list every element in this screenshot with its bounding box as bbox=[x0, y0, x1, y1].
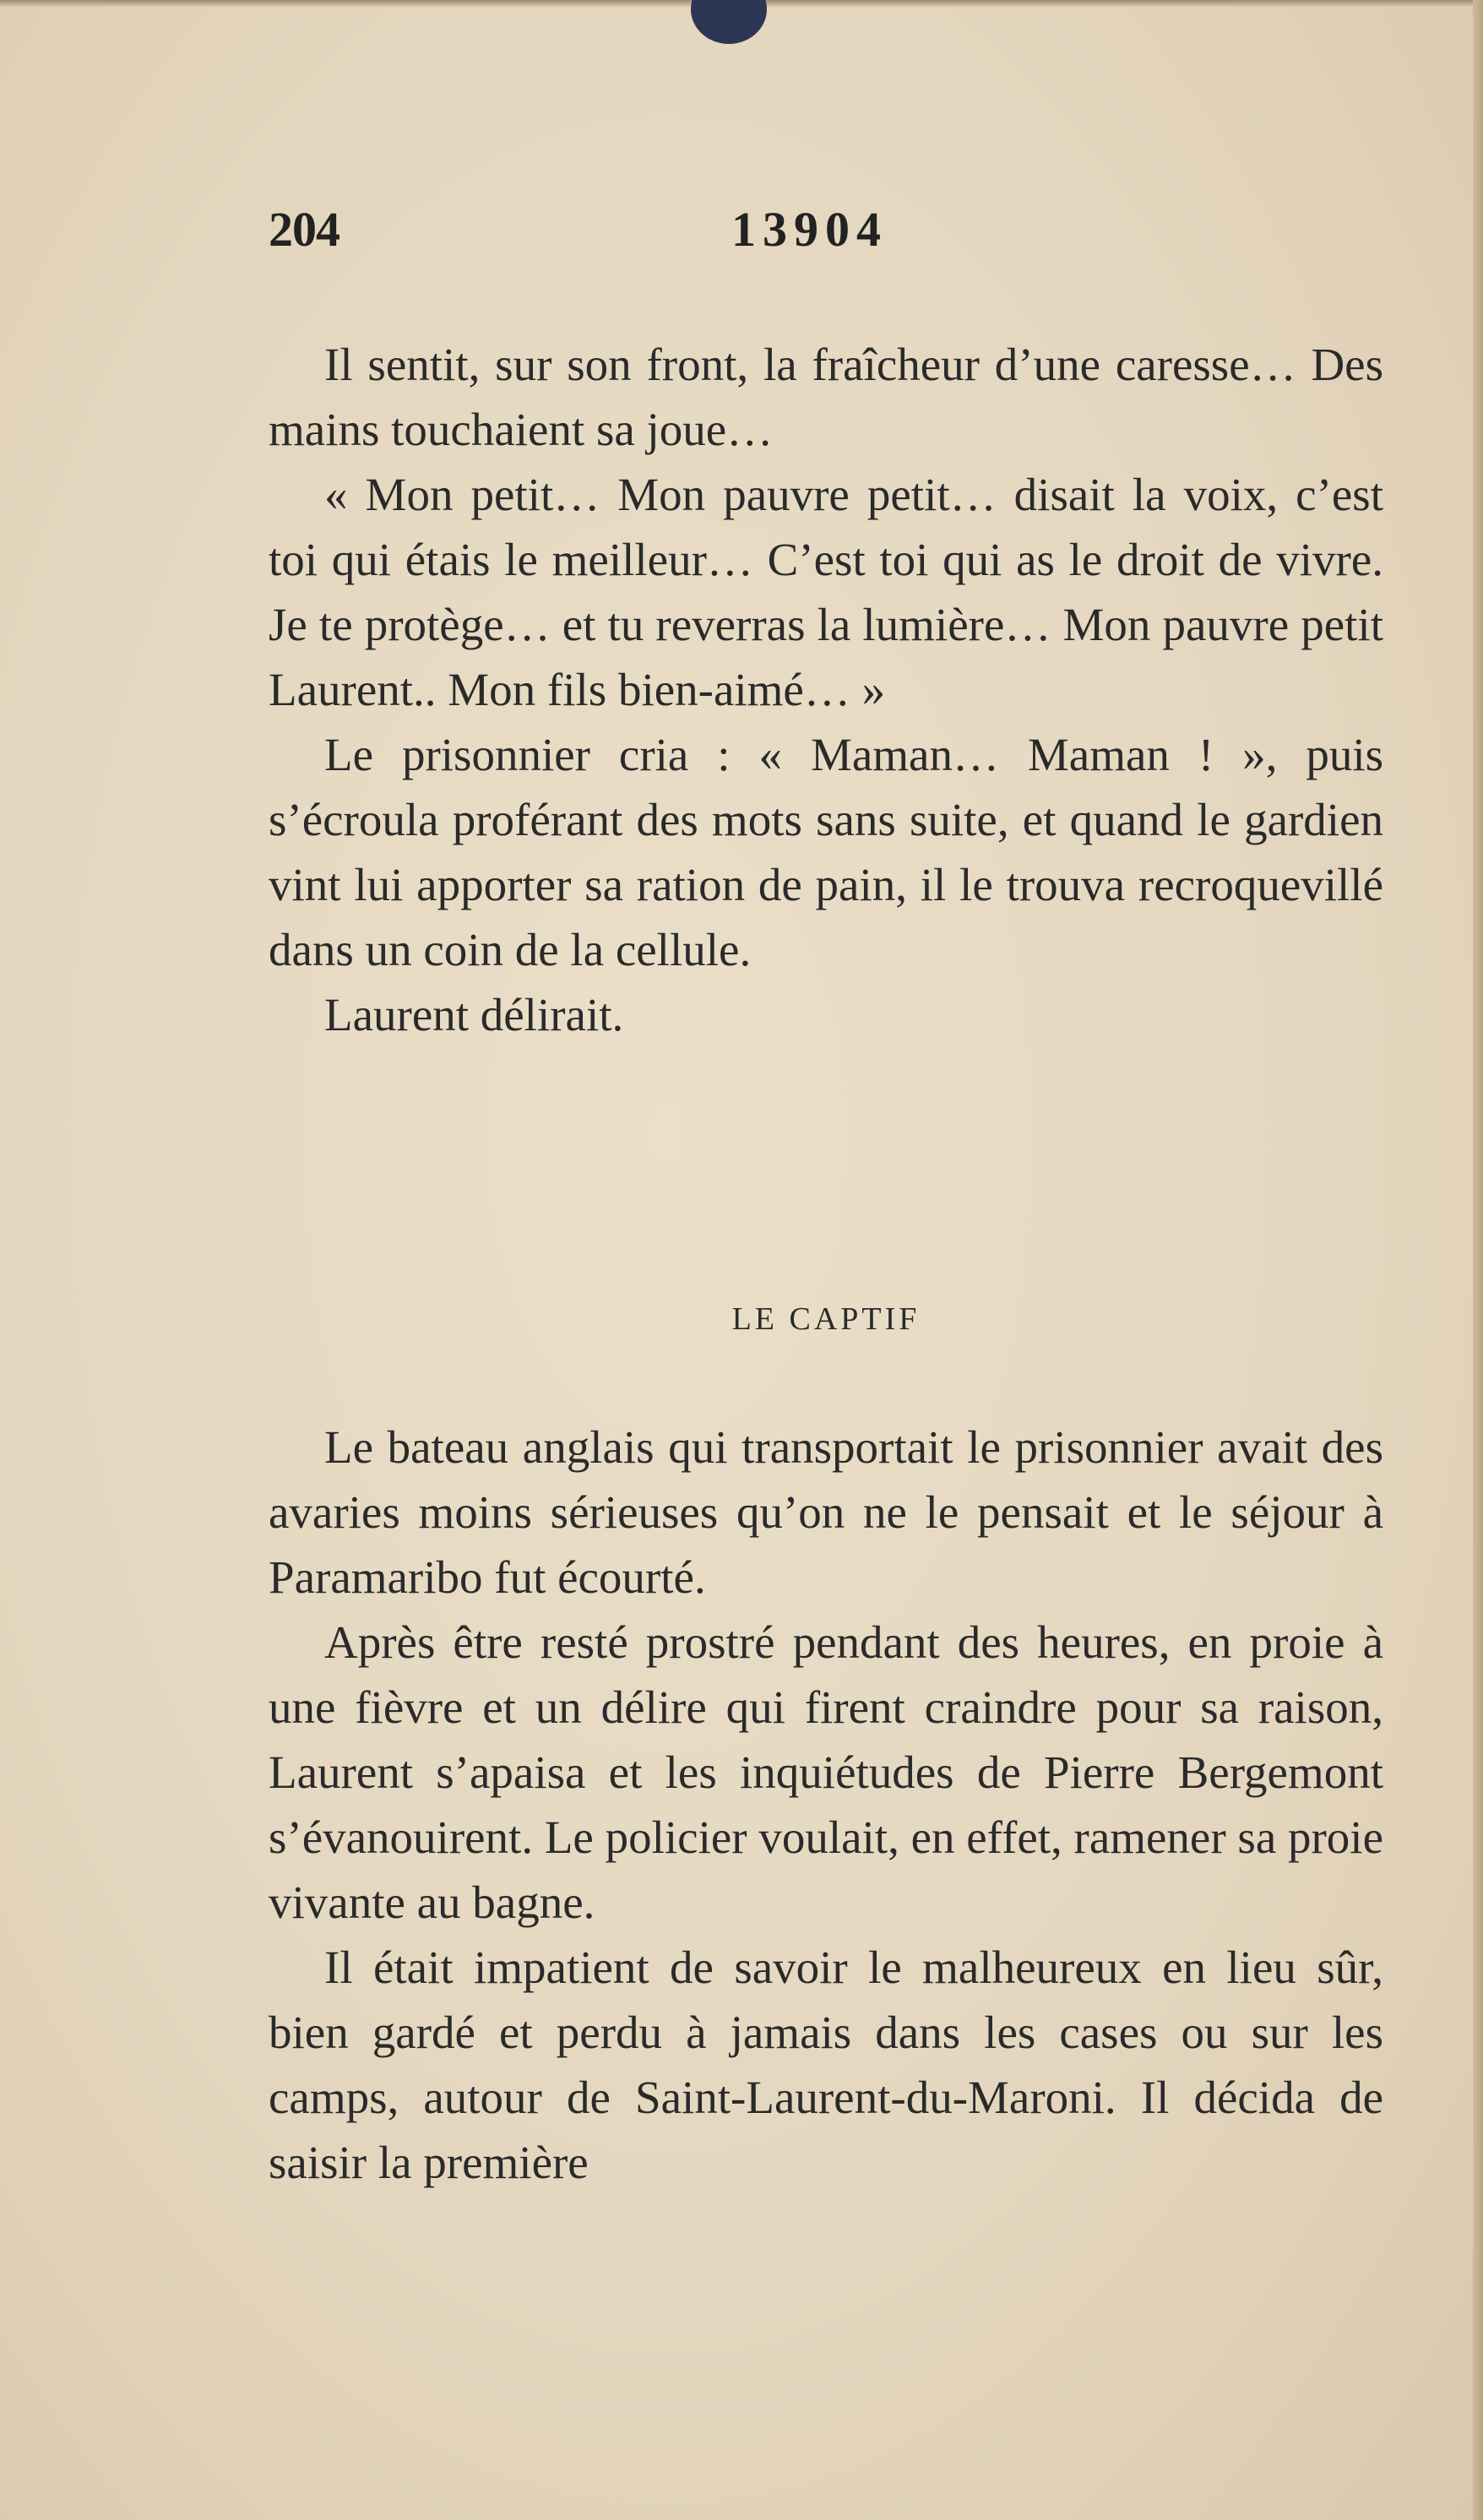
page-number: 204 bbox=[269, 202, 340, 257]
text-block-1 bbox=[269, 332, 1383, 1047]
running-title: 13904 bbox=[731, 202, 888, 257]
paragraph: Après être resté prostré pendant des heures, en proie à une fièvre et un délire qui firent craindre pour sa raison, Laurent s’apaisa et les inquiétudes de Pierre Bergemont s’évanouirent. Le policier voulait, en effet, ramener sa proie vivante au bagne. bbox=[269, 1616, 1383, 1928]
page-header bbox=[269, 201, 1383, 269]
page-right-edge bbox=[1473, 0, 1483, 2520]
paragraph: Il sentit, sur son front, la fraîcheur d’une caresse… Des mains touchaient sa joue… bbox=[269, 339, 1383, 455]
paragraph: Le bateau anglais qui transportait le prisonnier avait des avaries moins sérieuses qu’on ne le pensait et le séjour à Paramaribo fut écourté. bbox=[269, 1421, 1383, 1603]
text-block-2 bbox=[269, 1415, 1383, 2195]
section-title: LE CAPTIF bbox=[731, 1301, 921, 1337]
paragraph: Le prisonnier cria : « Maman… Maman ! », puis s’écroula proférant des mots sans suite, et quand le gardien vint lui apporter sa ration de pain, il le trouva recroquevillé dans un coin de la cellule. bbox=[269, 729, 1383, 975]
paragraph: Laurent délirait. bbox=[324, 989, 624, 1040]
paragraph: « Mon petit… Mon pauvre petit… disait la voix, c’est toi qui étais le meilleur… C’est toi qui as le droit de vivre. Je te protège… et tu reverras la lumière… Mon pauvre petit Laurent.. Mon fils bien-aimé… » bbox=[269, 469, 1383, 715]
binding-hole bbox=[691, 0, 767, 44]
paragraph: Il était impatient de savoir le malheureux en lieu sûr, bien gardé et perdu à jamais dans les cases ou sur les camps, autour de Saint-Laurent-du-Maroni. Il décida de saisir la première bbox=[269, 1942, 1383, 2188]
